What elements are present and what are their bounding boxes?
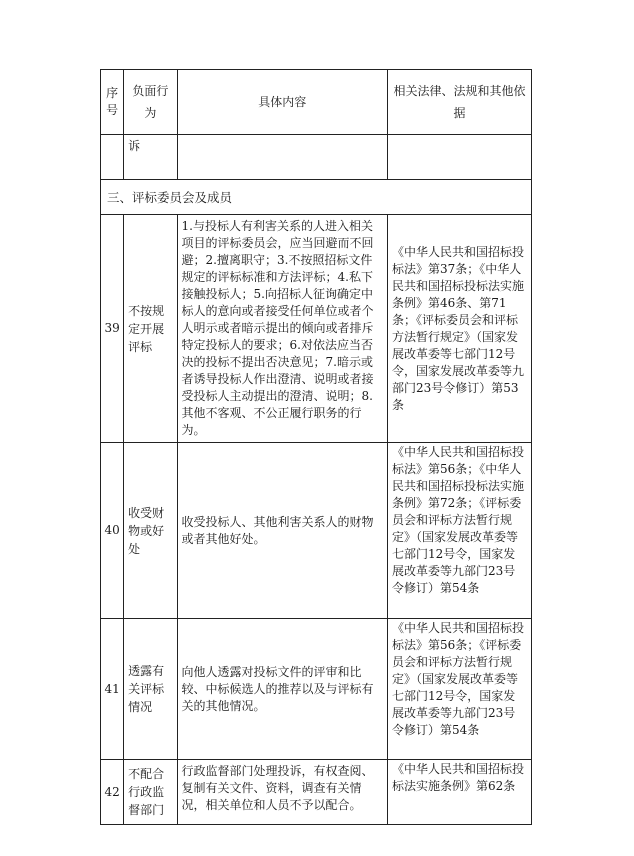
- cell-no: 39: [101, 215, 124, 443]
- cell-no: 41: [101, 619, 124, 760]
- cell-no: 40: [101, 443, 124, 619]
- cell-content: 行政监督部门处理投诉，有权查阅、复制有关文件、资料，调查有关情况，相关单位和人员不予以配合。: [177, 760, 387, 825]
- cell-content: [177, 135, 387, 180]
- cell-item: 透露有关评标情况: [124, 619, 177, 760]
- section-row: [101, 180, 532, 215]
- cell-item: 收受财物或好处: [124, 443, 177, 619]
- cell-law: 《中华人民共和国招标投标法》第56条；《中华人民共和国招标投标法实施条例》第72条；《评标委员会和评标方法暂行规定》（国家发展改革委等七部门12号令，国家发展改革委等九部门23号令修订）第54条: [387, 443, 531, 619]
- cell-law: [387, 135, 531, 180]
- cell-content: 1.与投标人有利害关系的人进入相关项目的评标委员会，应当回避而不回避；2.擅离职守；3.不按照招标文件规定的评标标准和方法评标；4.私下接触投标人；5.向招标人征询确定中标人的意向或者接受任何单位或者个人明示或者暗示提出的倾向或者排斥特定投标人的要求；6.对依法应当否决的投标不提出否决意见；7.暗示或者诱导投标人作出澄清、说明或者接受投标人主动提出的澄清、说明；8.其他不客观、不公正履行职务的行为。: [177, 215, 387, 443]
- cell-content: 收受投标人、其他利害关系人的财物或者其他好处。: [177, 443, 387, 619]
- regulation-table: [100, 69, 532, 825]
- header-item: 负面行为: [124, 70, 177, 135]
- cell-item: 不配合行政监督部门: [124, 760, 177, 825]
- header-law: 相关法律、法规和其他依据: [387, 70, 531, 135]
- table-header-row: [101, 70, 532, 135]
- cell-law: 《中华人民共和国招标投标法》第56条；《评标委员会和评标方法暂行规定》（国家发展改革委等七部门12号令，国家发展改革委等九部门23号令修订）第54条: [387, 619, 531, 760]
- header-no: 序号: [101, 70, 124, 135]
- cell-no: 42: [101, 760, 124, 825]
- cell-no: [101, 135, 124, 180]
- table-row: [101, 443, 532, 619]
- table-row: [101, 760, 532, 825]
- cell-item: 诉: [124, 135, 177, 180]
- header-content: 具体内容: [177, 70, 387, 135]
- table-row: [101, 215, 532, 443]
- table-row: [101, 619, 532, 760]
- cell-law: 《中华人民共和国招标投标法实施条例》第62条: [387, 760, 531, 825]
- cell-law: 《中华人民共和国招标投标法》第37条；《中华人民共和国招标投标法实施条例》第46条、第71条；《评标委员会和评标方法暂行规定》（国家发展改革委等七部门12号令，国家发展改革委等九部门23号令修订）第53条: [387, 215, 531, 443]
- continuation-row: [101, 135, 532, 180]
- section-title: 三、评标委员会及成员: [101, 180, 532, 215]
- cell-item: 不按规定开展评标: [124, 215, 177, 443]
- cell-content: 向他人透露对投标文件的评审和比较、中标候选人的推荐以及与评标有关的其他情况。: [177, 619, 387, 760]
